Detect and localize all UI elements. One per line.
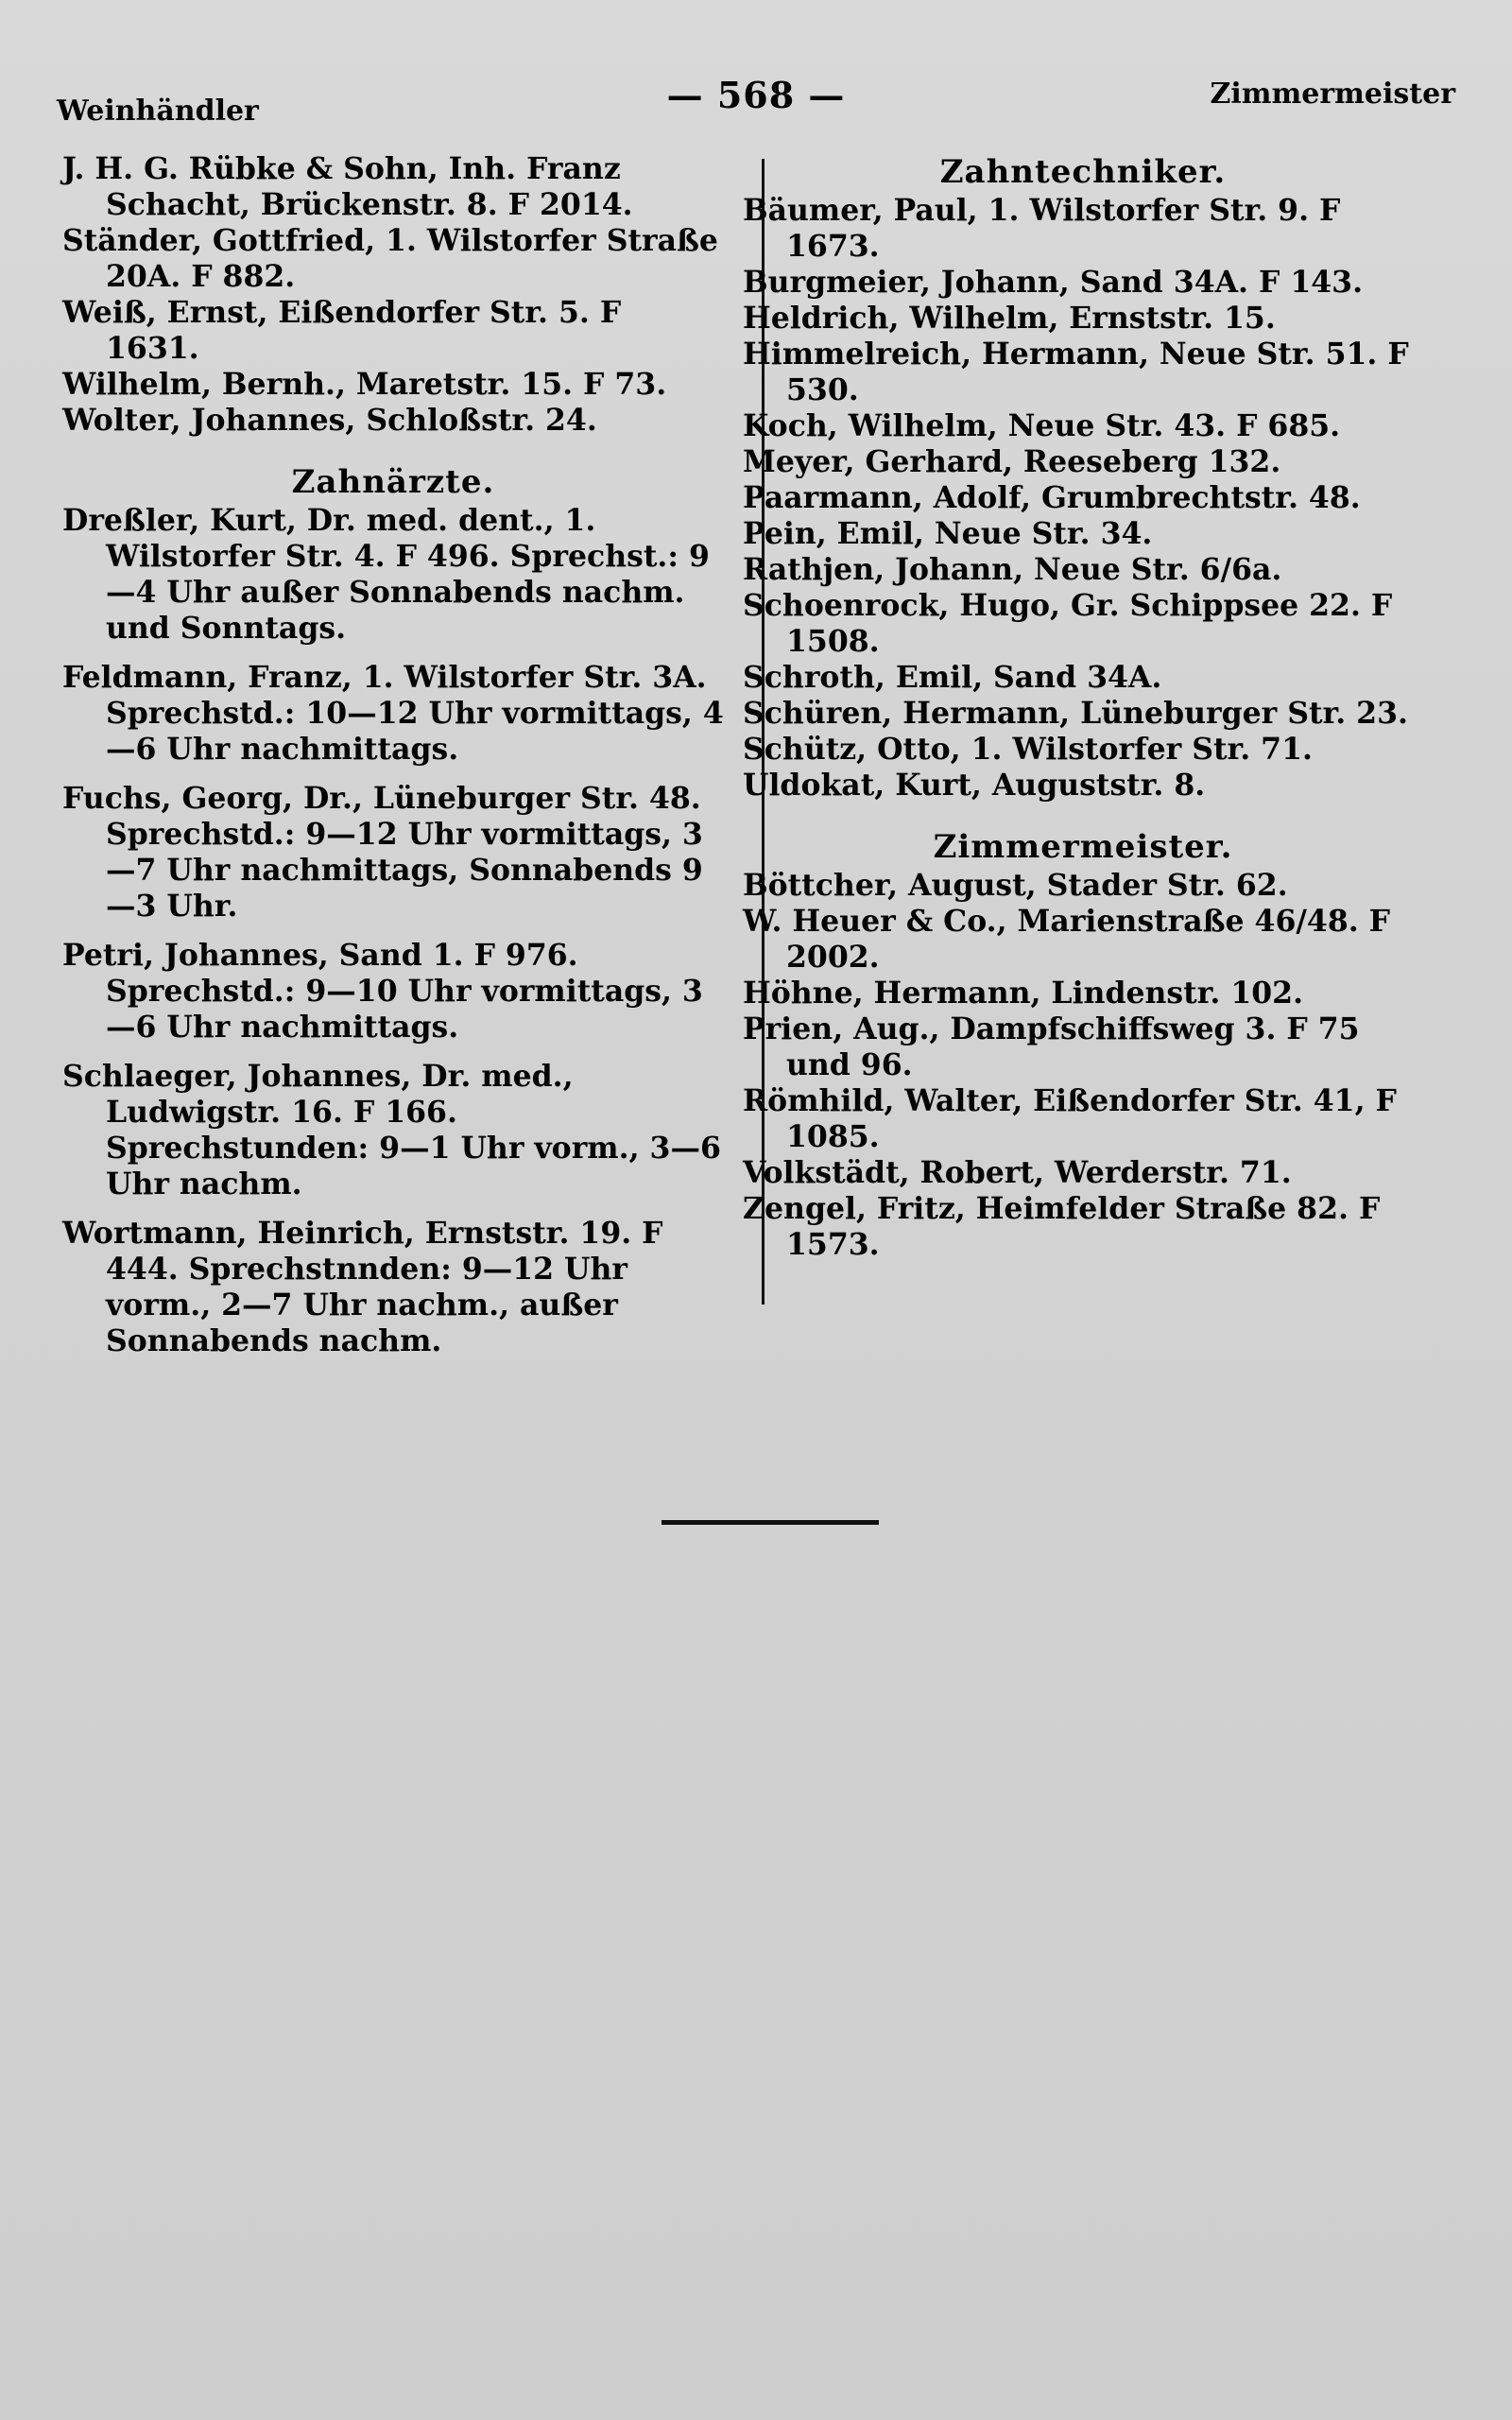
dental-technician-entry: Schütz, Otto, 1. Wilstorfer Str. 71. (743, 732, 1313, 767)
dental-technician-entry: Schroth, Emil, Sand 34A. (743, 660, 1162, 695)
dental-technician-entry: Schoenrock, Hugo, Gr. Schippsee 22. F 1508. (743, 588, 1393, 659)
carpenter-entry: Zengel, Fritz, Heimfelder Straße 82. F 1573. (743, 1191, 1381, 1262)
section-heading-dental-technicians: Zahntechniker. (939, 153, 1227, 191)
wine-dealer-entry: Wolter, Johannes, Schloßstr. 24. (62, 403, 597, 438)
section-heading-carpenters: Zimmermeister. (933, 828, 1233, 866)
wine-dealer-entry: Ständer, Gottfried, 1. Wilstorfer Straße 20A. F 882. (62, 223, 718, 294)
running-head-left: Weinhändler (57, 95, 259, 128)
running-head (57, 74, 1455, 128)
dental-technician-entry: Rathjen, Johann, Neue Str. 6/6a. (743, 552, 1282, 587)
carpenter-entry: Höhne, Hermann, Lindenstr. 102. (743, 976, 1304, 1011)
dental-technician-entry: Pein, Emil, Neue Str. 34. (743, 516, 1153, 551)
end-rule (662, 1520, 879, 1525)
carpenter-entry: Böttcher, August, Stader Str. 62. (743, 868, 1288, 903)
left-column (62, 151, 724, 1359)
dentist-entry: Fuchs, Georg, Dr., Lüneburger Str. 48. Sprechstd.: 9—12 Uhr vormittags, 3—7 Uhr nachmittags, Sonnabends 9—3 Uhr. (62, 781, 703, 924)
running-head-right: Zimmermeister (1210, 78, 1455, 111)
section-heading-dentists: Zahnärzte. (291, 463, 495, 501)
dental-technician-entry: Paarmann, Adolf, Grumbrechtstr. 48. (743, 480, 1361, 515)
carpenter-entry: W. Heuer & Co., Marienstraße 46/48. F 2002. (743, 904, 1391, 975)
dental-technician-entry: Koch, Wilhelm, Neue Str. 43. F 685. (743, 408, 1341, 443)
dental-technician-entry: Uldokat, Kurt, Auguststr. 8. (743, 768, 1206, 803)
dental-technician-entry: Burgmeier, Johann, Sand 34A. F 143. (743, 265, 1364, 300)
dental-technician-entry: Heldrich, Wilhelm, Ernststr. 15. (743, 301, 1276, 336)
dentist-entry: Petri, Johannes, Sand 1. F 976. Sprechstd.: 9—10 Uhr vormittags, 3—6 Uhr nachmittags. (62, 938, 703, 1045)
dentist-entry: Schlaeger, Johannes, Dr. med., Ludwigstr. 16. F 166. Sprechstunden: 9—1 Uhr vorm., 3—6 Uhr nachm. (62, 1059, 721, 1201)
carpenter-entry: Volkstädt, Robert, Werderstr. 71. (743, 1155, 1292, 1190)
dentist-entry: Wortmann, Heinrich, Ernststr. 19. F 444. Sprechstnnden: 9—12 Uhr vorm., 2—7 Uhr nachm., außer Sonnabends nachm. (62, 1216, 663, 1358)
dental-technician-entry: Schüren, Hermann, Lüneburger Str. 23. (743, 696, 1408, 731)
dental-technician-entry: Meyer, Gerhard, Reeseberg 132. (743, 444, 1281, 479)
wine-dealer-entry: Wilhelm, Bernh., Maretstr. 15. F 73. (62, 367, 667, 402)
right-column (743, 151, 1423, 1263)
carpenter-entry: Römhild, Walter, Eißendorfer Str. 41, F 1085. (743, 1083, 1397, 1154)
carpenter-entry: Prien, Aug., Dampfschiffsweg 3. F 75 und 96. (743, 1011, 1360, 1082)
dentist-entry: Dreßler, Kurt, Dr. med. dent., 1. Wilstorfer Str. 4. F 496. Sprechst.: 9—4 Uhr außer Sonnabends nachm. und Sonntags. (62, 503, 710, 646)
wine-dealer-entry: Weiß, Ernst, Eißendorfer Str. 5. F 1631. (62, 295, 622, 366)
dental-technician-entry: Bäumer, Paul, 1. Wilstorfer Str. 9. F 1673. (743, 193, 1341, 264)
wine-dealer-entry: J. H. G. Rübke & Sohn, Inh. Franz Schacht, Brückenstr. 8. F 2014. (62, 151, 633, 222)
dentist-entry: Feldmann, Franz, 1. Wilstorfer Str. 3A. Sprechstd.: 10—12 Uhr vormittags, 4—6 Uhr nachmittags. (62, 660, 724, 767)
page-number: — 568 — (666, 74, 846, 116)
dental-technician-entry: Himmelreich, Hermann, Neue Str. 51. F 530. (743, 337, 1409, 407)
